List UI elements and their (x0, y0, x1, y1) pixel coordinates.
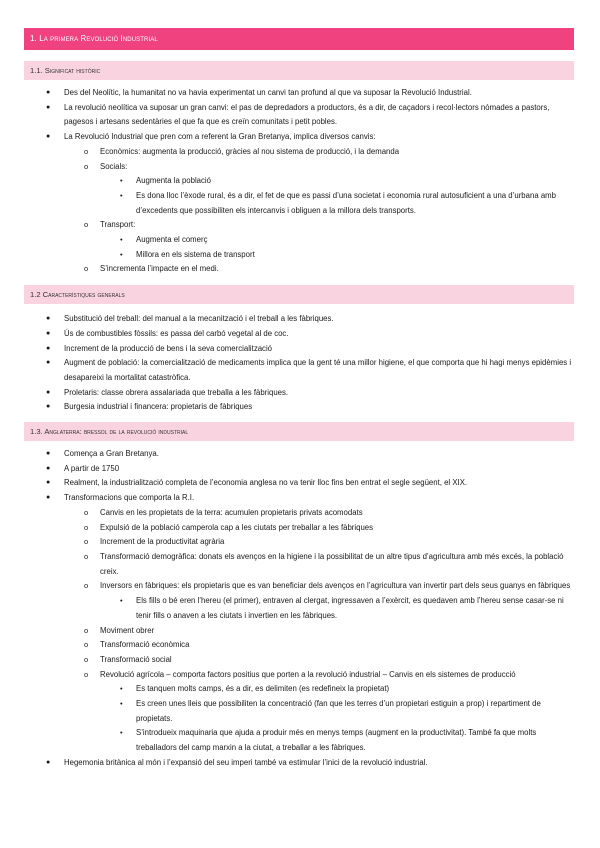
list-item (24, 189, 574, 218)
list-item-text: Es tanquen molts camps, és a dir, es delimiten (es redefineix la propietat) (136, 684, 390, 694)
list-item-text: Transformacions que comporta la R.I. (64, 493, 195, 503)
main-heading: 1. La primera Revolució Industrial (24, 28, 574, 50)
list-item-text: La revolució neolítica va suposar un gran canvi: el pas de depredadors a productors, és a dir, de caçadors i recol·lectors nòmades a pastors, pagesos i artesans sedentàries el que fa que es creïn comunitats i petit pobles. (64, 102, 550, 127)
list-item (24, 653, 574, 668)
list-item (24, 462, 574, 477)
list-item-text: Substitució del treball: del manual a la mecanització i el treball a les fàbriques. (64, 314, 334, 324)
list-item-text: La Revolució Industrial que pren com a referent la Gran Bretanya, implica diversos canvis: (64, 132, 376, 142)
bullet-dot-icon: ● (46, 344, 51, 352)
list-item-text: S’incrementa l’impacte en el medi. (100, 264, 219, 274)
bullet-dot-icon: ● (46, 103, 51, 111)
list-item-text: S’introdueix maquinaria que ajuda a produir més en menys temps (augment en la productivitat). També fa que molts treballadors del camp marxin a la ciutat, a treballar a les fàbriques. (136, 728, 537, 753)
list-item-text: Des del Neolític, la humanitat no va havia experimentat un canvi tan profund al que va suposar la Revolució Industrial. (64, 88, 472, 97)
bullet-circle-icon: o (84, 654, 89, 664)
list-level-1 (24, 312, 574, 415)
list-level-1 (24, 86, 574, 277)
list-item (24, 174, 574, 189)
list-item-text: Expulsió de la població camperola cap a les ciutats per treballar a les fàbriques (100, 522, 374, 532)
list-item (24, 86, 574, 101)
bullet-square-icon: • (120, 699, 123, 709)
list-item (24, 491, 574, 756)
list-level-3 (100, 682, 574, 756)
bullet-dot-icon: ● (46, 388, 51, 396)
list-item (24, 756, 574, 771)
section-heading: 1.1. Significat històric (24, 61, 574, 80)
section-heading: 1.3. Anglaterra: bressol de la revolució industrial (24, 422, 574, 441)
list-item (24, 447, 574, 462)
section-3 (24, 422, 574, 770)
list-item (24, 521, 574, 536)
bullet-dot-icon: ● (46, 494, 51, 502)
bullet-square-icon: • (120, 235, 123, 245)
bullet-dot-icon: ● (46, 359, 51, 367)
list-item-text: Transformació social (100, 654, 172, 664)
list-item-text: Transport: (100, 220, 136, 230)
list-item (24, 579, 574, 623)
document-page (24, 28, 574, 771)
list-item-text: A partir de 1750 (64, 463, 120, 473)
section-heading: 1.2 Característiques generals (24, 285, 574, 304)
list-item-text: Increment de la productivitat agrària (100, 537, 225, 547)
list-item (24, 356, 574, 385)
list-item-text: Transformació econòmica (100, 640, 190, 650)
bullet-dot-icon: ● (46, 464, 51, 472)
list-item-text: Es dona lloc l’èxode rural, és a dir, el fet de que es passi d’una societat i economia rural autosuficient a una d’urbana amb d’excedents que possibiliten els intercanvis i obliguen a la millora dels transports. (136, 190, 556, 215)
list-item-text: Els fills o bé eren l’hereu (el primer), entraven al clergat, ingressaven a l’exèrcit, es quedaven amb l’hereu sense casar-se ni tenir fills o anaven a les ciutats i invertien en les fàbriques. (136, 596, 564, 620)
bullet-square-icon: • (120, 728, 123, 738)
sections-container (24, 61, 574, 771)
bullet-circle-icon: o (84, 640, 89, 650)
bullet-circle-icon: o (84, 581, 89, 591)
bullet-circle-icon: o (84, 522, 89, 532)
list-level-2 (64, 506, 574, 756)
list-item (24, 726, 574, 755)
list-item (24, 535, 574, 550)
bullet-dot-icon: ● (46, 315, 51, 323)
list-item (24, 130, 574, 277)
list-item (24, 327, 574, 342)
list-item-text: Millora en els sistema de transport (136, 249, 255, 259)
list-item (24, 386, 574, 401)
list-level-3 (100, 233, 574, 262)
bullet-dot-icon: ● (46, 758, 51, 766)
list-item-text: Augment de població: la comercialització de medicaments implica que la gent té una millor higiene, el que comporta que hi hagi menys epidèmies i desapareixi la mortalitat catastròfica. (64, 358, 572, 382)
section-2 (24, 285, 574, 415)
bullet-circle-icon: o (84, 146, 89, 156)
list-item-text: Proletaris: classe obrera assalariada que treballa a les fàbriques. (64, 387, 289, 397)
bullet-square-icon: • (120, 249, 123, 259)
list-item (24, 312, 574, 327)
list-item (24, 682, 574, 697)
section-1 (24, 61, 574, 277)
list-item (24, 262, 574, 277)
bullet-dot-icon: ● (46, 450, 51, 458)
list-item-text: Inversors en fàbriques: els propietaris que es van beneficiar dels avenços en l’agricultura van invertir part dels seus guanys en fàbriques (100, 581, 571, 591)
list-item (24, 218, 574, 262)
bullet-circle-icon: o (84, 161, 89, 171)
bullet-square-icon: • (120, 684, 123, 694)
list-item (24, 506, 574, 521)
list-item-text: Augmenta el comerç (136, 235, 208, 245)
list-item-text: Moviment obrer (100, 625, 155, 635)
list-item (24, 342, 574, 357)
list-item-text: Econòmics: augmenta la producció, gràcies al nou sistema de producció, i la demanda (100, 146, 400, 156)
list-item (24, 233, 574, 248)
list-item (24, 594, 574, 623)
list-item (24, 145, 574, 160)
list-item (24, 476, 574, 491)
list-item (24, 550, 574, 579)
list-level-2 (64, 145, 574, 277)
bullet-dot-icon: ● (46, 329, 51, 337)
list-item (24, 101, 574, 130)
bullet-circle-icon: o (84, 264, 89, 274)
bullet-circle-icon: o (84, 669, 89, 679)
list-item-text: Canvis en les propietats de la terra: acumulen propietaris privats acomodats (100, 507, 363, 517)
list-item-text: Increment de la producció de bens i la seva comercialització (64, 343, 273, 353)
bullet-dot-icon: ● (46, 133, 51, 141)
list-item (24, 400, 574, 415)
list-item-text: Socials: (100, 161, 128, 171)
list-item (24, 668, 574, 756)
bullet-circle-icon: o (84, 507, 89, 517)
bullet-circle-icon: o (84, 220, 89, 230)
bullet-dot-icon: ● (46, 479, 51, 487)
list-item (24, 624, 574, 639)
list-item-text: Burgesia industrial i financera: propietaris de fàbriques (64, 402, 253, 412)
bullet-dot-icon: ● (46, 403, 51, 411)
list-level-3 (100, 594, 574, 623)
bullet-circle-icon: o (84, 551, 89, 561)
list-level-1 (24, 447, 574, 770)
list-item-text: Ús de combustibles fòssils: es passa del carbó vegetal al de coc. (64, 328, 289, 338)
list-item (24, 160, 574, 219)
bullet-square-icon: • (120, 596, 123, 606)
bullet-square-icon: • (120, 176, 123, 186)
list-item-text: Realment, la industrialització completa de l’economia anglesa no va tenir lloc fins ben entrat el segle següent, el XIX. (64, 478, 468, 488)
list-item-text: Comença a Gran Bretanya. (64, 449, 159, 459)
bullet-circle-icon: o (84, 537, 89, 547)
bullet-circle-icon: o (84, 625, 89, 635)
list-item-text: Augmenta la població (136, 176, 211, 186)
list-item (24, 248, 574, 263)
bullet-dot-icon: ● (46, 89, 51, 96)
list-item (24, 697, 574, 726)
list-item-text: Transformació demogràfica: donats els avenços en la higiene i la possibilitat de un altre tipus d’agricultura amb més excés, la població creix. (100, 551, 564, 576)
list-level-3 (100, 174, 574, 218)
bullet-square-icon: • (120, 190, 123, 200)
list-item-text: Es creen unes lleis que possibiliten la concentració (fan que les terres d’un propietari estiguin a prop) i repartiment de propietats. (136, 699, 541, 723)
list-item (24, 638, 574, 653)
list-item-text: Revolució agrícola – comporta factors positius que porten a la revolució industrial – Canvis en els sistemes de producció (100, 669, 516, 679)
list-item-text: Hegemonia britànica al món i l’expansió del seu imperi també va estimular l’inici de la revolució industrial. (64, 757, 428, 767)
